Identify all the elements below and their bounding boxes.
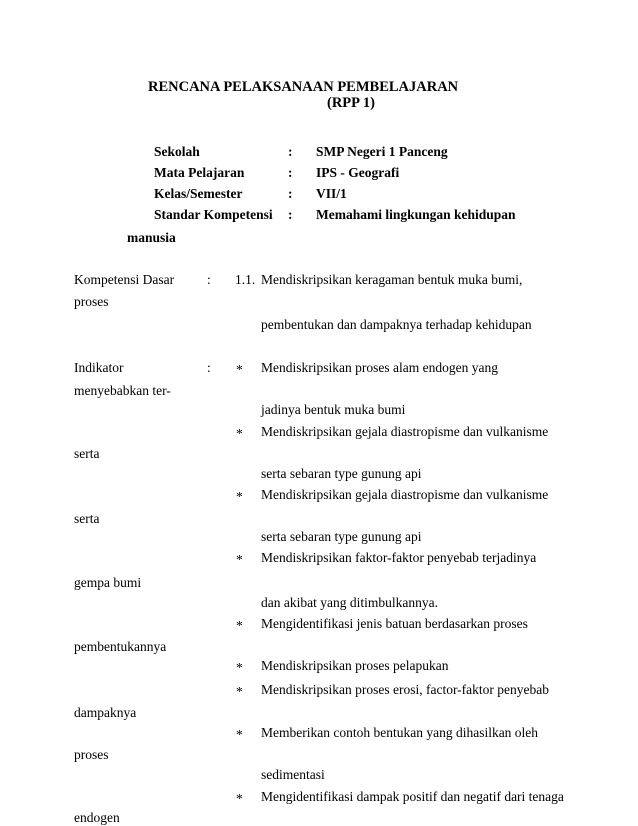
kelas-value: VII/1 (316, 186, 347, 201)
indikator-bullet-9: * (236, 791, 243, 806)
indikator-item-8-wrap: proses (74, 747, 109, 762)
indikator-item-2: Mendiskripsikan gejala diastropisme dan vulkanisme (261, 424, 549, 439)
indikator-bullet-5: * (236, 618, 243, 633)
indikator-bullet-6: * (236, 660, 243, 675)
indikator-item-2-wrap: serta (74, 446, 100, 461)
indikator-bullet-7: * (236, 684, 243, 699)
kd-wrap: proses (74, 294, 109, 309)
indikator-item-8-cont: sedimentasi (261, 767, 325, 782)
sk-colon: : (288, 207, 293, 222)
indikator-item-1-cont: jadinya bentuk muka bumi (261, 402, 406, 417)
indikator-bullet-4: * (236, 552, 243, 567)
kelas-label: Kelas/Semester (154, 186, 243, 201)
kelas-colon: : (288, 186, 293, 201)
indikator-bullet-1: * (236, 362, 243, 377)
indikator-item-3-wrap: serta (74, 511, 100, 526)
kd-number: 1.1. (235, 272, 256, 287)
sk-value: Memahami lingkungan kehidupan (316, 207, 516, 222)
sekolah-label: Sekolah (154, 144, 200, 159)
indikator-item-7: Mendiskripsikan proses erosi, factor-faktor penyebab (261, 683, 550, 697)
indikator-item-4: Mendiskripsikan faktor-faktor penyebab terjadinya (261, 550, 537, 565)
mapel-colon: : (288, 165, 293, 180)
sekolah-colon: : (288, 144, 293, 159)
indikator-colon: : (207, 360, 211, 375)
indikator-item-5: Mengidentifikasi jenis batuan berdasarkan proses (261, 616, 528, 631)
sk-value-wrap: manusia (127, 230, 176, 245)
indikator-item-2-cont: serta sebaran type gunung api (261, 466, 422, 481)
kd-line1: Mendiskripsikan keragaman bentuk muka bumi, (261, 272, 523, 287)
indikator-item-4-cont: dan akibat yang ditimbulkannya. (261, 595, 438, 610)
indikator-bullet-2: * (236, 426, 243, 441)
mapel-value: IPS - Geografi (316, 165, 400, 180)
document-title: RENCANA PELAKSANAAN PEMBELAJARAN (148, 79, 459, 95)
indikator-item-3: Mendiskripsikan gejala diastropisme dan vulkanisme (261, 487, 549, 502)
kd-colon: : (207, 272, 211, 287)
indikator-bullet-8: * (236, 727, 243, 742)
indikator-item-9-wrap: endogen (74, 810, 120, 825)
kd-label: Kompetensi Dasar (74, 272, 175, 287)
indikator-item-1: Mendiskripsikan proses alam endogen yang (261, 360, 498, 375)
sk-label: Standar Kompetensi (154, 207, 273, 222)
indikator-item-7-wrap: dampaknya (74, 705, 137, 720)
indikator-item-1-wrap: menyebabkan ter- (74, 383, 171, 398)
indikator-label: Indikator (74, 360, 124, 375)
indikator-item-3-cont: serta sebaran type gunung api (261, 529, 422, 544)
indikator-item-8: Memberikan contoh bentukan yang dihasilkan oleh (261, 725, 539, 740)
indikator-item-9: Mengidentifikasi dampak positif dan negatif dari tenaga (261, 790, 564, 804)
document-subtitle: (RPP 1) (327, 95, 375, 111)
sekolah-value: SMP Negeri 1 Panceng (316, 144, 448, 159)
indikator-item-6: Mendiskripsikan proses pelapukan (261, 658, 449, 673)
indikator-item-4-wrap: gempa bumi (74, 575, 142, 590)
indikator-bullet-3: * (236, 489, 243, 504)
mapel-label: Mata Pelajaran (154, 165, 245, 180)
kd-line2: pembentukan dan dampaknya terhadap kehidupan (261, 317, 532, 332)
indikator-item-5-wrap: pembentukannya (74, 639, 167, 654)
